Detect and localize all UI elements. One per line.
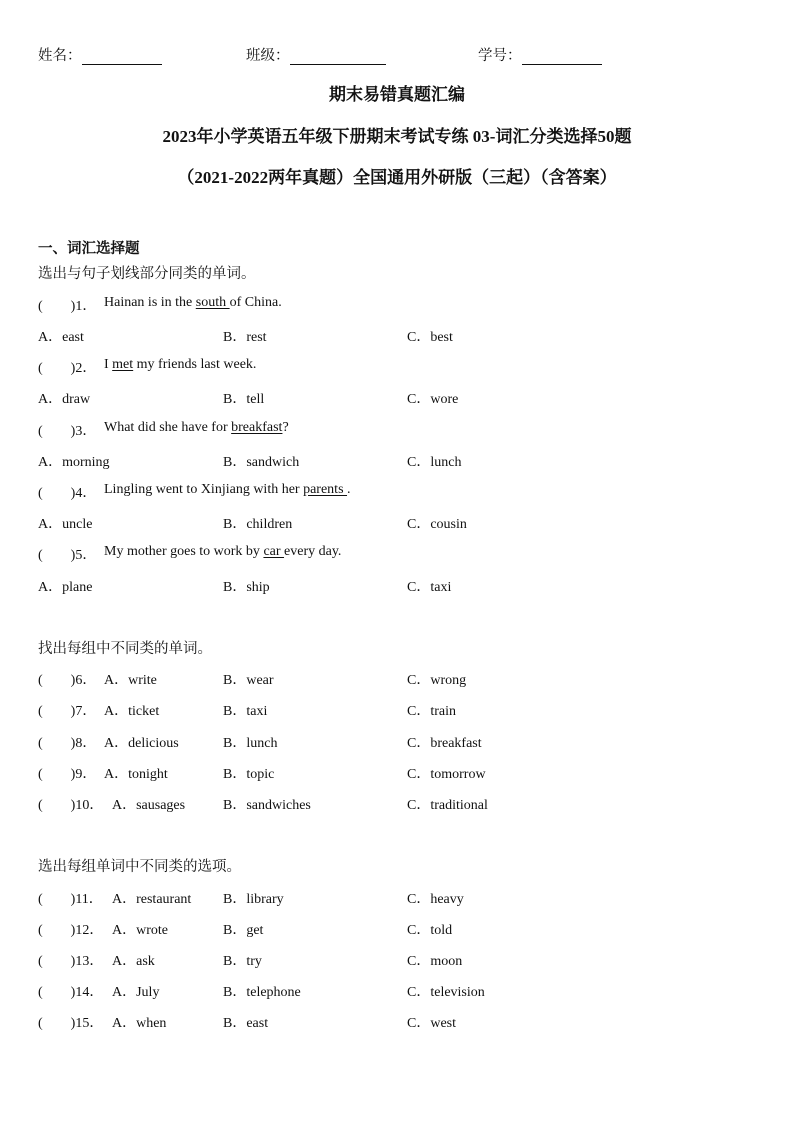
sentence-text: of China. [229, 295, 282, 310]
doc-title-3: （2021-2022两年真题）全国通用外研版（三起）（含答案） [177, 168, 617, 187]
student-id-field[interactable] [478, 44, 602, 65]
answer-blank[interactable]: ( )12． [38, 923, 104, 938]
answer-blank[interactable]: ( )3． [38, 424, 97, 439]
sentence-text: Lingling went to Xinjiang with her [104, 482, 304, 497]
answer-blank[interactable]: ( )10． [38, 798, 104, 813]
question-sentence [104, 482, 351, 498]
sentence-text: every day. [284, 544, 342, 559]
name-field[interactable] [38, 44, 162, 65]
section-heading: 一、词汇选择题 [38, 241, 140, 257]
options-row [38, 326, 758, 346]
option-a[interactable]: A．east [38, 330, 84, 345]
answer-blank[interactable]: ( )14． [38, 985, 104, 1000]
option-b[interactable]: B．children [223, 517, 293, 532]
option-b[interactable]: B．taxi [223, 704, 268, 719]
answer-blank[interactable]: ( )4． [38, 486, 97, 501]
option-a[interactable]: A．ask [112, 954, 155, 969]
student-info-row [38, 44, 758, 64]
option-c[interactable]: C．west [407, 1016, 456, 1031]
option-c[interactable]: C．cousin [407, 517, 467, 532]
options-row [38, 451, 758, 471]
question-row [38, 919, 758, 939]
underlined-word: parents [303, 482, 348, 497]
option-b[interactable]: B．get [223, 923, 264, 938]
answer-blank[interactable]: ( )9． [38, 767, 97, 782]
question-row [38, 669, 758, 689]
option-b[interactable]: B．library [223, 892, 284, 907]
option-c[interactable]: C．traditional [407, 798, 488, 813]
option-c[interactable]: C．told [407, 923, 453, 938]
option-b[interactable]: B．wear [223, 673, 274, 688]
option-a[interactable]: A．wrote [112, 923, 168, 938]
option-c[interactable]: C．heavy [407, 892, 464, 907]
option-c[interactable]: C．tomorrow [407, 767, 486, 782]
answer-blank[interactable]: ( )1． [38, 299, 97, 314]
sentence-text: My mother goes to work by [104, 544, 264, 559]
answer-blank[interactable]: ( )5． [38, 548, 97, 563]
underlined-word: met [112, 357, 134, 372]
question-sentence [104, 295, 282, 311]
options-row [38, 388, 758, 408]
name-blank[interactable] [82, 50, 162, 65]
question-row [38, 544, 758, 564]
question-row [38, 700, 758, 720]
option-a[interactable]: A．uncle [38, 517, 93, 532]
option-a[interactable]: A．when [112, 1016, 167, 1031]
question-row [38, 981, 758, 1001]
sentence-text: ? [282, 420, 289, 435]
option-c[interactable]: C．best [407, 330, 453, 345]
option-b[interactable]: B．ship [223, 580, 270, 595]
option-c[interactable]: C．wore [407, 392, 459, 407]
option-a[interactable]: A．sausages [112, 798, 186, 813]
question-row [38, 482, 758, 502]
question-row [38, 888, 758, 908]
question-sentence [104, 357, 256, 373]
option-a[interactable]: A．July [112, 985, 160, 1000]
underlined-word: car [263, 544, 285, 559]
option-c[interactable]: C．breakfast [407, 736, 482, 751]
section2-instruction: 找出每组中不同类的单词。 [38, 641, 212, 657]
doc-title-1: 期末易错真题汇编 [329, 85, 465, 104]
option-a[interactable]: A．plane [38, 580, 93, 595]
question-row [38, 1012, 758, 1032]
option-c[interactable]: C．lunch [407, 455, 462, 470]
doc-title-2: 2023年小学英语五年级下册期末考试专练 03-词汇分类选择50题 [162, 127, 632, 146]
option-a[interactable]: A．tonight [104, 767, 168, 782]
options-row [38, 513, 758, 533]
options-row [38, 576, 758, 596]
class-label: 班级： [246, 48, 290, 64]
question-row [38, 732, 758, 752]
question-row [38, 794, 758, 814]
option-b[interactable]: B．lunch [223, 736, 278, 751]
question-sentence [104, 544, 341, 560]
underlined-word: south [195, 295, 230, 310]
sentence-text: Hainan is in the [104, 295, 196, 310]
student-id-label: 学号： [478, 48, 522, 64]
section1-instruction: 选出与句子划线部分同类的单词。 [38, 266, 256, 282]
option-a[interactable]: A．delicious [104, 736, 179, 751]
sentence-text: What did she have for [104, 420, 232, 435]
answer-blank[interactable]: ( )11． [38, 892, 103, 907]
underlined-word: breakfast [231, 420, 283, 435]
option-c[interactable]: C．television [407, 985, 485, 1000]
answer-blank[interactable]: ( )13． [38, 954, 104, 969]
option-b[interactable]: B．sandwiches [223, 798, 311, 813]
option-c[interactable]: C．moon [407, 954, 463, 969]
option-b[interactable]: B．sandwich [223, 455, 300, 470]
class-blank[interactable] [290, 50, 386, 65]
option-b[interactable]: B．telephone [223, 985, 301, 1000]
student-id-blank[interactable] [522, 50, 602, 65]
option-a[interactable]: A．draw [38, 392, 91, 407]
name-label: 姓名： [38, 48, 82, 64]
sentence-text: . [347, 482, 351, 497]
option-b[interactable]: B．east [223, 1016, 269, 1031]
option-a[interactable]: A．ticket [104, 704, 160, 719]
question-row [38, 357, 758, 377]
answer-blank[interactable]: ( )2． [38, 361, 97, 376]
question-row [38, 763, 758, 783]
class-field[interactable] [246, 44, 386, 65]
question-row [38, 950, 758, 970]
answer-blank[interactable]: ( )6． [38, 673, 97, 688]
option-a[interactable]: A．restaurant [112, 892, 192, 907]
section3-instruction: 选出每组单词中不同类的选项。 [38, 859, 241, 875]
option-b[interactable]: B．try [223, 954, 262, 969]
option-b[interactable]: B．topic [223, 767, 275, 782]
option-a[interactable]: A．morning [38, 455, 110, 470]
option-a[interactable]: A．write [104, 673, 157, 688]
answer-blank[interactable]: ( )15． [38, 1016, 104, 1031]
question-sentence [104, 420, 289, 436]
answer-blank[interactable]: ( )7． [38, 704, 97, 719]
question-row [38, 295, 758, 315]
question-row [38, 420, 758, 440]
option-c[interactable]: C．train [407, 704, 456, 719]
sentence-text: I [104, 357, 113, 372]
option-c[interactable]: C．wrong [407, 673, 467, 688]
sentence-text: my friends last week. [133, 357, 257, 372]
option-b[interactable]: B．tell [223, 392, 265, 407]
answer-blank[interactable]: ( )8． [38, 736, 97, 751]
option-c[interactable]: C．taxi [407, 580, 452, 595]
option-b[interactable]: B．rest [223, 330, 267, 345]
